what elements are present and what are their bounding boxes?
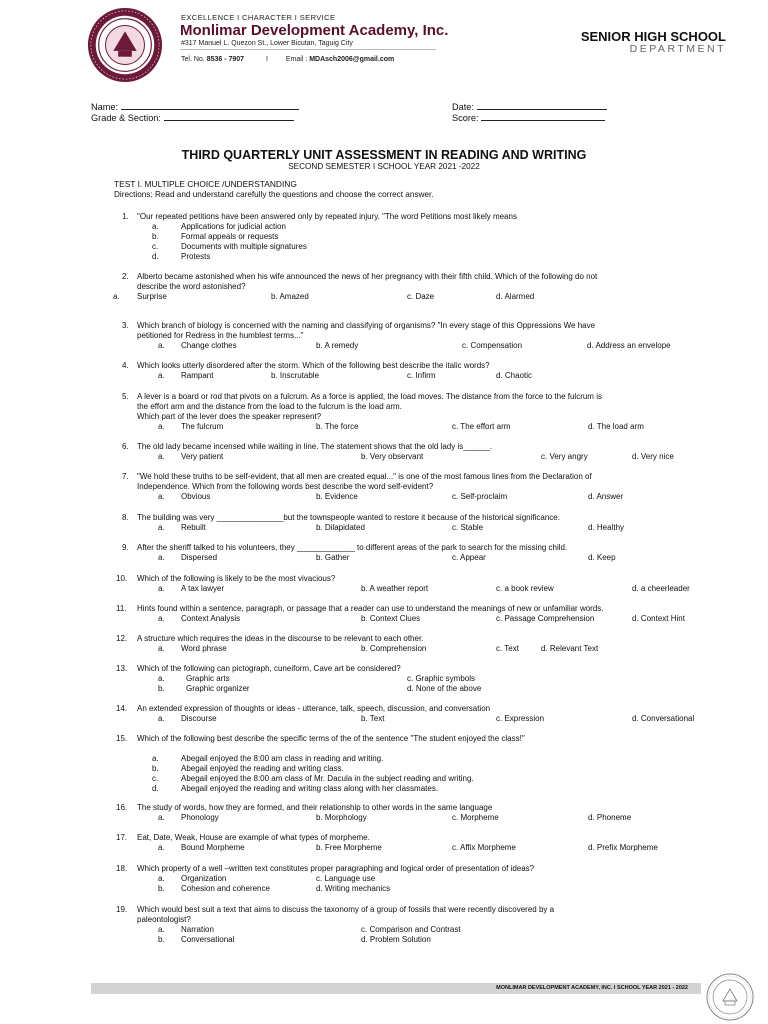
- option-text: A tax lawyer: [181, 584, 225, 593]
- option-text: Abegail enjoyed the 8:00 am class of Mr. Dacula in the subject reading and writing.: [181, 774, 474, 783]
- option-letter: a.: [158, 422, 165, 431]
- question-number: 16.: [116, 803, 128, 812]
- question-text: Alberto became astonished when his wife announced the news of her pregnancy with their fifth child. Which of the following do not: [137, 272, 598, 281]
- option-text: Protests: [181, 252, 211, 261]
- option-letter: a.: [158, 714, 165, 723]
- option-letter: b.: [158, 684, 165, 693]
- question-text: The study of words, how they are formed, and their relationship to other words in the same language: [137, 803, 493, 812]
- question-text: describe the word astonished?: [137, 282, 246, 291]
- directions: Directions: Read and understand carefully the questions and choose the correct answer.: [114, 190, 434, 199]
- option-text: Dispersed: [181, 553, 218, 562]
- option-text: b. The force: [316, 422, 359, 431]
- question-number: 5.: [122, 392, 129, 401]
- question-text: After the sheriff talked to his volunteers, they _____________ to different areas of the park to search for the missing child.: [137, 543, 568, 552]
- option-text: b. Inscrutable: [271, 371, 320, 380]
- question-text: Which of the following is likely to be the most vivacious?: [137, 574, 336, 583]
- option-text: d. Address an envelope: [587, 341, 671, 350]
- option-text: Rebuilt: [181, 523, 206, 532]
- option-letter: a.: [158, 371, 165, 380]
- option-letter: a.: [152, 754, 159, 763]
- question-number: 17.: [116, 833, 128, 842]
- option-text: d. None of the above: [407, 684, 482, 693]
- option-text: d. Writing mechanics: [316, 884, 391, 893]
- question-text: Which of the following best describe the specific terms of the of the sentence "The student enjoyed the class!": [137, 734, 525, 743]
- option-text: d. Prefix Morpheme: [588, 843, 658, 852]
- option-text: d. Phoneme: [588, 813, 632, 822]
- option-text: b. Text: [361, 714, 385, 723]
- question-number: 4.: [122, 361, 129, 370]
- grade-section-label: Grade & Section:: [91, 113, 161, 123]
- question-text: Which would best suit a text that aims to discuss the taxonomy of a group of fossils that were recently discovered by a: [137, 905, 555, 914]
- option-text: c. Very angry: [541, 452, 588, 461]
- option-letter: a.: [158, 553, 165, 562]
- contact-line: [181, 56, 394, 63]
- option-text: b. A weather report: [361, 584, 429, 593]
- option-text: d. Conversational: [632, 714, 695, 723]
- test-heading: TEST I. MULTIPLE CHOICE /UNDERSTANDING: [114, 179, 297, 189]
- option-text: b. Comprehension: [361, 644, 427, 653]
- question-text: Which looks utterly disordered after the storm. Which of the following best describe the italic words?: [137, 361, 490, 370]
- option-text: Bound Morpheme: [181, 843, 245, 852]
- question-number: 9.: [122, 543, 129, 552]
- header-divider: [180, 49, 436, 50]
- option-text: b. Free Morpheme: [316, 843, 382, 852]
- name-line: [121, 100, 299, 110]
- option-text: d. Context Hint: [632, 614, 685, 623]
- option-text: d. Alarmed: [496, 292, 535, 301]
- option-text: Obvious: [181, 492, 211, 501]
- tel-value: 8536 - 7907: [206, 56, 245, 63]
- option-text: Abegail enjoyed the 8:00 am class in reading and writing.: [181, 754, 384, 763]
- option-letter: c.: [152, 774, 159, 783]
- contact-separator: I: [265, 56, 268, 63]
- tel-label: Tel. No.: [181, 56, 205, 63]
- score-field[interactable]: [452, 111, 605, 123]
- grade-section-line: [164, 111, 294, 121]
- option-text: b. Amazed: [271, 292, 309, 301]
- header-tagline: EXCELLENCE I CHARACTER I SERVICE: [181, 13, 336, 22]
- option-letter: a.: [158, 341, 165, 350]
- question-text: petitioned for Redress in the humblest terms...": [137, 331, 304, 340]
- option-text: b. Gather: [316, 553, 350, 562]
- option-text: Abegail enjoyed the reading and writing class along with her classmates.: [181, 784, 439, 793]
- option-letter: a.: [158, 584, 165, 593]
- school-name: Monlimar Development Academy, Inc.: [180, 22, 449, 39]
- question-text: Which property of a well –written text constitutes proper paragraphing and logical order of presentation of ideas?: [137, 864, 535, 873]
- option-text: b. Morphology: [316, 813, 367, 822]
- score-line: [481, 111, 605, 121]
- option-text: c. Appear: [452, 553, 486, 562]
- option-text: b. Dilapidated: [316, 523, 365, 532]
- grade-section-field[interactable]: [91, 111, 294, 123]
- question-number: 10.: [116, 574, 128, 583]
- option-text: c. Morpheme: [452, 813, 499, 822]
- option-letter: a.: [158, 674, 165, 683]
- option-text: Graphic arts: [186, 674, 230, 683]
- option-text: Applications for judicial action: [181, 222, 286, 231]
- question-number: 11.: [116, 604, 127, 613]
- option-text: d. Chaotic: [496, 371, 533, 380]
- question-text: Which part of the lever does the speaker represent?: [137, 412, 322, 421]
- option-letter: a.: [158, 644, 165, 653]
- question-text: Eat, Date, Weak, House are example of what types of morpheme.: [137, 833, 370, 842]
- option-letter: a.: [158, 925, 165, 934]
- question-number: 1.: [122, 212, 129, 221]
- question-text: The old lady became incensed while waiting in line. The statement shows that the old lady is______.: [137, 442, 493, 451]
- option-text: b. Context Clues: [361, 614, 421, 623]
- option-letter: b.: [152, 764, 159, 773]
- option-text: d. a cheerleader: [632, 584, 690, 593]
- question-text: the effort arm and the distance from the load to the fulcrum is the load arm.: [137, 402, 402, 411]
- option-text: c. Infirm: [407, 371, 436, 380]
- option-text: c. Affix Morpheme: [452, 843, 516, 852]
- option-letter: b.: [158, 935, 165, 944]
- option-text: Narration: [181, 925, 214, 934]
- option-letter: a.: [158, 874, 165, 883]
- option-text: c. Text: [496, 644, 519, 653]
- question-text: Which of the following can pictograph, cuneiform, Cave art be considered?: [137, 664, 401, 673]
- option-letter: a.: [158, 843, 165, 852]
- option-text: c. Graphic symbols: [407, 674, 476, 683]
- option-text: Change clothes: [181, 341, 237, 350]
- option-text: b. A remedy: [316, 341, 359, 350]
- option-text: Cohesion and coherence: [181, 884, 270, 893]
- option-text: The fulcrum: [181, 422, 224, 431]
- option-letter: b.: [158, 884, 165, 893]
- name-label: Name:: [91, 102, 119, 112]
- option-text: Organization: [181, 874, 227, 883]
- option-text: c. Comparison and Contrast: [361, 925, 461, 934]
- option-letter: d.: [152, 252, 159, 261]
- date-label: Date:: [452, 102, 474, 112]
- option-text: c. The effort arm: [452, 422, 511, 431]
- option-text: c. Stable: [452, 523, 484, 532]
- option-letter: a.: [158, 523, 165, 532]
- option-text: c. Language use: [316, 874, 376, 883]
- question-text: A lever is a board or rod that pivots on a fulcrum. As a force is applied, the load moves. The distance from the force to the fulcrum is: [137, 392, 602, 401]
- option-text: d. Keep: [588, 553, 616, 562]
- question-number: 14.: [116, 704, 128, 713]
- option-letter: b.: [152, 232, 159, 241]
- question-number: 12.: [116, 634, 128, 643]
- question-number: 19.: [116, 905, 128, 914]
- score-label: Score:: [452, 113, 479, 123]
- option-text: Phonology: [181, 813, 219, 822]
- option-text: c. Compensation: [462, 341, 523, 350]
- option-text: Formal appeals or requests: [181, 232, 279, 241]
- option-text: Very patient: [181, 452, 224, 461]
- option-text: b. Very observant: [361, 452, 424, 461]
- question-number: 2.: [122, 272, 129, 281]
- option-letter: a.: [158, 452, 165, 461]
- option-text: d. Problem Solution: [361, 935, 431, 944]
- footer-text: MONLIMAR DEVELOPMENT ACADEMY, INC. I SCHOOL YEAR 2021 - 2022: [496, 985, 688, 991]
- question-number: 8.: [122, 513, 129, 522]
- option-text: d. Relevant Text: [541, 644, 599, 653]
- department-heading: DEPARTMENT: [629, 43, 726, 55]
- option-text: Graphic organizer: [186, 684, 250, 693]
- option-text: c. Expression: [496, 714, 545, 723]
- option-text: Rampant: [181, 371, 214, 380]
- question-text: "Our repeated petitions have been answered only by repeated injury. "The word Petitions most likely means: [137, 212, 517, 221]
- school-logo: [86, 6, 164, 84]
- option-letter: a.: [158, 614, 165, 623]
- question-number: 6.: [122, 442, 129, 451]
- exam-title: THIRD QUARTERLY UNIT ASSESSMENT IN READING AND WRITING: [181, 148, 587, 162]
- option-letter: a.: [158, 492, 165, 501]
- option-text: Documents with multiple signatures: [181, 242, 307, 251]
- option-text: d. Very nice: [632, 452, 674, 461]
- email-label: Email :: [285, 56, 308, 63]
- question-text: A structure which requires the ideas in the discourse to be relevant to each other.: [137, 634, 424, 643]
- option-text: c. Daze: [407, 292, 435, 301]
- option-text: b. Evidence: [316, 492, 358, 501]
- option-text: c. Passage Comprehension: [496, 614, 595, 623]
- option-text: d. Healthy: [588, 523, 625, 532]
- option-text: Abegail enjoyed the reading and writing class.: [181, 764, 344, 773]
- question-text: Hints found within a sentence, paragraph, or passage that a reader can use to understand the meanings of new or unfamiliar words.: [137, 604, 604, 613]
- school-seal: [705, 972, 755, 1022]
- option-text: Surprise: [137, 292, 167, 301]
- option-text: Context Analysis: [181, 614, 241, 623]
- option-letter: d.: [152, 784, 159, 793]
- option-text: c. a book review: [496, 584, 554, 593]
- option-text: Conversational: [181, 935, 235, 944]
- option-letter: c.: [152, 242, 159, 251]
- option-text: d. Answer: [588, 492, 624, 501]
- option-text: d. The load arm: [588, 422, 644, 431]
- option-letter: a.: [158, 813, 165, 822]
- question-text: Which branch of biology is concerned with the naming and classifying of organisms? "In every stage of this Oppressions We have: [137, 321, 596, 330]
- question-text: "We hold these truths to be self-evident, that all men are created equal..." is one of the most famous lines from the Declaration of: [137, 472, 592, 481]
- option-letter: a.: [113, 292, 120, 301]
- question-number: 3.: [122, 321, 129, 330]
- option-letter: a.: [152, 222, 159, 231]
- question-number: 18.: [116, 864, 128, 873]
- question-number: 15.: [116, 734, 128, 743]
- question-text: paleontologist?: [137, 915, 191, 924]
- email-value: MDAsch2006@gmail.com: [309, 56, 395, 63]
- date-line: [477, 100, 607, 110]
- shs-heading: SENIOR HIGH SCHOOL: [580, 29, 726, 44]
- option-text: c. Self-proclaim: [452, 492, 508, 501]
- option-text: Word phrase: [181, 644, 227, 653]
- question-text: Independence. Which from the following words best describe the word self-evident?: [137, 482, 434, 491]
- exam-subtitle: SECOND SEMESTER I SCHOOL YEAR 2021 -2022: [288, 162, 480, 171]
- school-address: #317 Manuel L. Quezon St., Lower Bicutan, Taguig City: [181, 40, 353, 47]
- question-number: 7.: [122, 472, 129, 481]
- question-text: An extended expression of thoughts or ideas - utterance, talk, speech, discussion, and conversation: [137, 704, 491, 713]
- question-number: 13.: [116, 664, 128, 673]
- option-text: Discourse: [181, 714, 217, 723]
- question-text: The building was very _______________but the townspeople wanted to restore it because of the historical significance.: [137, 513, 560, 522]
